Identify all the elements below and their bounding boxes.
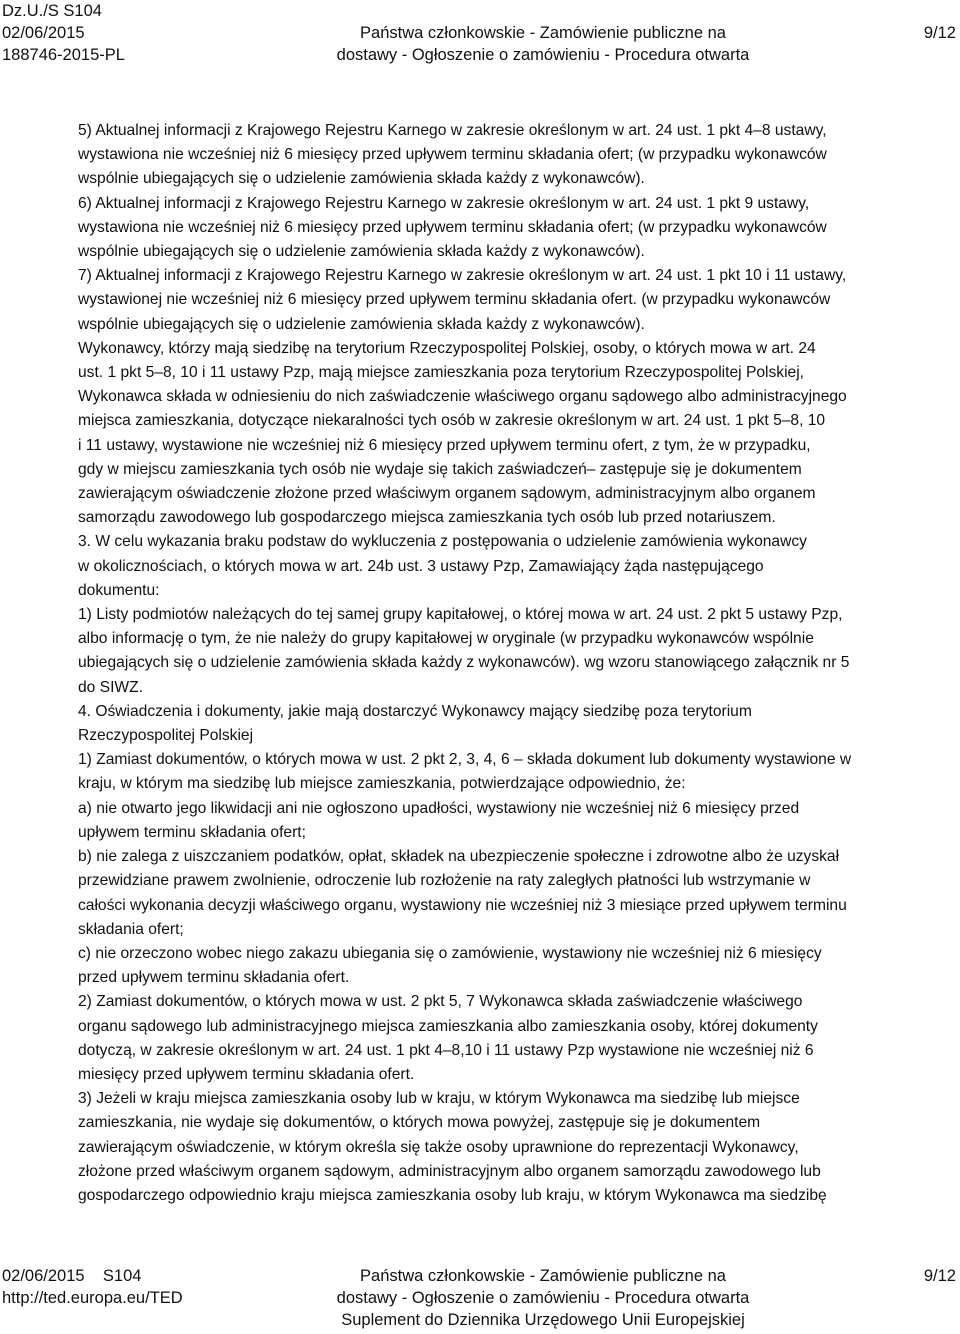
body-text-line: wystawiona nie wcześniej niż 6 miesięcy przed upływem terminu składania ofert; (w przypadku wykonawców (78, 146, 827, 164)
header-page-number: 9/12 (923, 24, 956, 42)
body-text-line: 2) Zamiast dokumentów, o których mowa w ust. 2 pkt 5, 7 Wykonawca składa zaświadczenie właściwego (78, 993, 803, 1011)
body-text-line: Rzeczypospolitej Polskiej (78, 727, 254, 745)
body-text-line: składania ofert; (78, 920, 184, 938)
footer-document-info (2, 1265, 183, 1309)
body-text-line: a) nie otwarto jego likwidacji ani nie ogłoszono upadłości, wystawiony nie wcześniej niż 6 miesięcy przed (78, 799, 800, 817)
body-text-line: zawierającym oświadczenie złożone przed właściwym organem sądowym, administracyjnym albo organem (78, 485, 816, 503)
body-text-line: wystawiona nie wcześniej niż 6 miesięcy przed upływem terminu składania ofert; (w przypadku wykonawców (78, 218, 827, 236)
body-text-line: Wykonawcy, którzy mają siedzibę na terytorium Rzeczypospolitej Polskiej, osoby, o których mowa w art. 24 (78, 339, 816, 357)
body-text-line: złożone przed właściwym organem sądowym, administracyjnym albo organem samorządu zawodowego lub (78, 1162, 821, 1180)
body-text-line: dotyczą, w zakresie określonym w art. 24 ust. 1 pkt 4–8,10 i 11 ustawy Pzp wystawione nie wcześniej niż 6 (78, 1041, 814, 1059)
header-date: 02/06/2015 (2, 24, 85, 42)
body-text-line: b) nie zalega z uiszczaniem podatków, opłat, składek na ubezpieczenie społeczne i zdrowotne albo że uzyskał (78, 848, 840, 866)
body-text-line: 1) Zamiast dokumentów, o których mowa w ust. 2 pkt 2, 3, 4, 6 – składa dokument lub dokumenty wystawione w (78, 751, 852, 769)
body-text-line: całości wykonania decyzji właściwego organu, wystawiony nie wcześniej niż 3 miesiące przed upływem terminu (78, 896, 847, 914)
body-text-line: 3. W celu wykazania braku podstaw do wykluczenia z postępowania o udzielenie zamówienia wykonawcy (78, 533, 807, 551)
body-text-line: gospodarczego odpowiednio kraju miejsca zamieszkania osoby lub kraju, w którym Wykonawca ma siedzibę (78, 1186, 827, 1204)
body-text-line: w okolicznościach, o których mowa w art. 24b ust. 3 ustawy Pzp, Zamawiający żąda następującego (78, 557, 764, 575)
body-text-line: dokumentu: (78, 581, 160, 599)
body-text-line: Wykonawca składa w odniesieniu do nich zaświadczenie właściwego organu sądowego albo administracyjnego (78, 388, 847, 406)
body-text-line: miejsca zamieszkania, dotyczące niekaralności tych osób w zakresie określonym w art. 24 ust. 1 pkt 5–8, 10 (78, 412, 826, 430)
body-text-line: 7) Aktualnej informacji z Krajowego Rejestru Karnego w zakresie określonym w art. 24 ust. 1 pkt 10 i 11 ustawy, (78, 267, 847, 285)
footer-ted-link[interactable]: http://ted.europa.eu/TED (2, 1289, 183, 1307)
body-text-line: wspólnie ubiegających się o udzielenie zamówienia składa każdy z wykonawców). (78, 243, 645, 261)
header-notice-number: 188746-2015-PL (2, 46, 125, 64)
body-text-line: wspólnie ubiegających się o udzielenie zamówienia składa każdy z wykonawców). (78, 170, 645, 188)
body-text-line: 6) Aktualnej informacji z Krajowego Rejestru Karnego w zakresie określonym w art. 24 ust. 1 pkt 9 ustawy, (78, 194, 810, 212)
body-text-line: 3) Jeżeli w kraju miejsca zamieszkania osoby lub w kraju, w którym Wykonawca ma siedzibę lub miejsce (78, 1090, 800, 1108)
body-text-line: gdy w miejscu zamieszkania tych osób nie wydaje się takich zaświadczeń– zastępuje się je dokumentem (78, 460, 802, 478)
body-text-line: i 11 ustawy, wystawione nie wcześniej niż 6 miesięcy przed upływem terminu ofert, z tym, że w przypadku, (78, 436, 811, 454)
footer-notice-title (300, 1265, 786, 1331)
document-body (78, 119, 958, 1208)
body-text-line: zamieszkania, nie wydaje się dokumentów, o których mowa powyżej, zastępuje się je dokumentem (78, 1114, 761, 1132)
body-text-line: do SIWZ. (78, 678, 143, 696)
header-journal-ref: Dz.U./S S104 (2, 2, 102, 20)
header-title-line: dostawy - Ogłoszenie o zamówieniu - Procedura otwarta (336, 46, 750, 64)
body-text-line: 1) Listy podmiotów należących do tej samej grupy kapitałowej, o której mowa w art. 24 ust. 2 pkt 5 ustawy Pzp, (78, 606, 843, 624)
body-text-line: miesięcy przed upływem terminu składania ofert. (78, 1065, 415, 1083)
footer-title-line: Państwa członkowskie - Zamówienie publiczne na (360, 1267, 726, 1285)
header-document-info (2, 0, 125, 66)
footer-supplement-name: Suplement do Dziennika Urzędowego Unii Europejskiej (341, 1311, 745, 1329)
body-text-line: samorządu zawodowego lub gospodarczego miejsca zamieszkania tych osób lub przed notariuszem. (78, 509, 776, 527)
body-text-line: upływem terminu składania ofert; (78, 823, 306, 841)
header-notice-title (333, 22, 753, 66)
footer-title-line: dostawy - Ogłoszenie o zamówieniu - Procedura otwarta (336, 1289, 750, 1307)
body-text-line: wspólnie ubiegających się o udzielenie zamówienia składa każdy z wykonawców). (78, 315, 645, 333)
footer-date-series: 02/06/2015 S104 (2, 1267, 142, 1285)
footer-page-number: 9/12 (923, 1267, 956, 1285)
body-text-line: zawierającym oświadczenie, w którym określa się także osoby uprawnione do reprezentacji Wykonawcy, (78, 1138, 799, 1156)
body-text-line: kraju, w którym ma siedzibę lub miejsce zamieszkania, potwierdzające odpowiednio, że: (78, 775, 686, 793)
body-text-line: 4. Oświadczenia i dokumenty, jakie mają dostarczyć Wykonawcy mający siedzibę poza terytorium (78, 702, 752, 720)
body-text-line: przed upływem terminu składania ofert. (78, 969, 350, 987)
body-text-line: albo informację o tym, że nie należy do grupy kapitałowej w oryginale (w przypadku wykonawców wspólnie (78, 630, 814, 648)
body-text-line: c) nie orzeczono wobec niego zakazu ubiegania się o zamówienie, wystawiony nie wcześniej niż 6 miesięcy (78, 944, 822, 962)
body-text-line: organu sądowego lub administracyjnego miejsca zamieszkania albo zamieszkania osoby, której dokumenty (78, 1017, 818, 1035)
header-title-line: Państwa członkowskie - Zamówienie publiczne na (360, 24, 726, 42)
body-text-line: wystawionej nie wcześniej niż 6 miesięcy przed upływem terminu składania ofert. (w przypadku wykonawców (78, 291, 831, 309)
body-text-line: ust. 1 pkt 5–8, 10 i 11 ustawy Pzp, mają miejsce zamieszkania poza terytorium Rzeczypospolitej Polskiej, (78, 364, 805, 382)
body-text-line: ubiegających się o udzielenie zamówienia składa każdy z wykonawców). wg wzoru stanowiącego załącznik nr 5 (78, 654, 850, 672)
body-text-line: przewidziane prawem zwolnienie, odroczenie lub rozłożenie na raty zaległych płatności lub wstrzymanie w (78, 872, 811, 890)
body-text-line: 5) Aktualnej informacji z Krajowego Rejestru Karnego w zakresie określonym w art. 24 ust. 1 pkt 4–8 ustawy, (78, 122, 827, 139)
